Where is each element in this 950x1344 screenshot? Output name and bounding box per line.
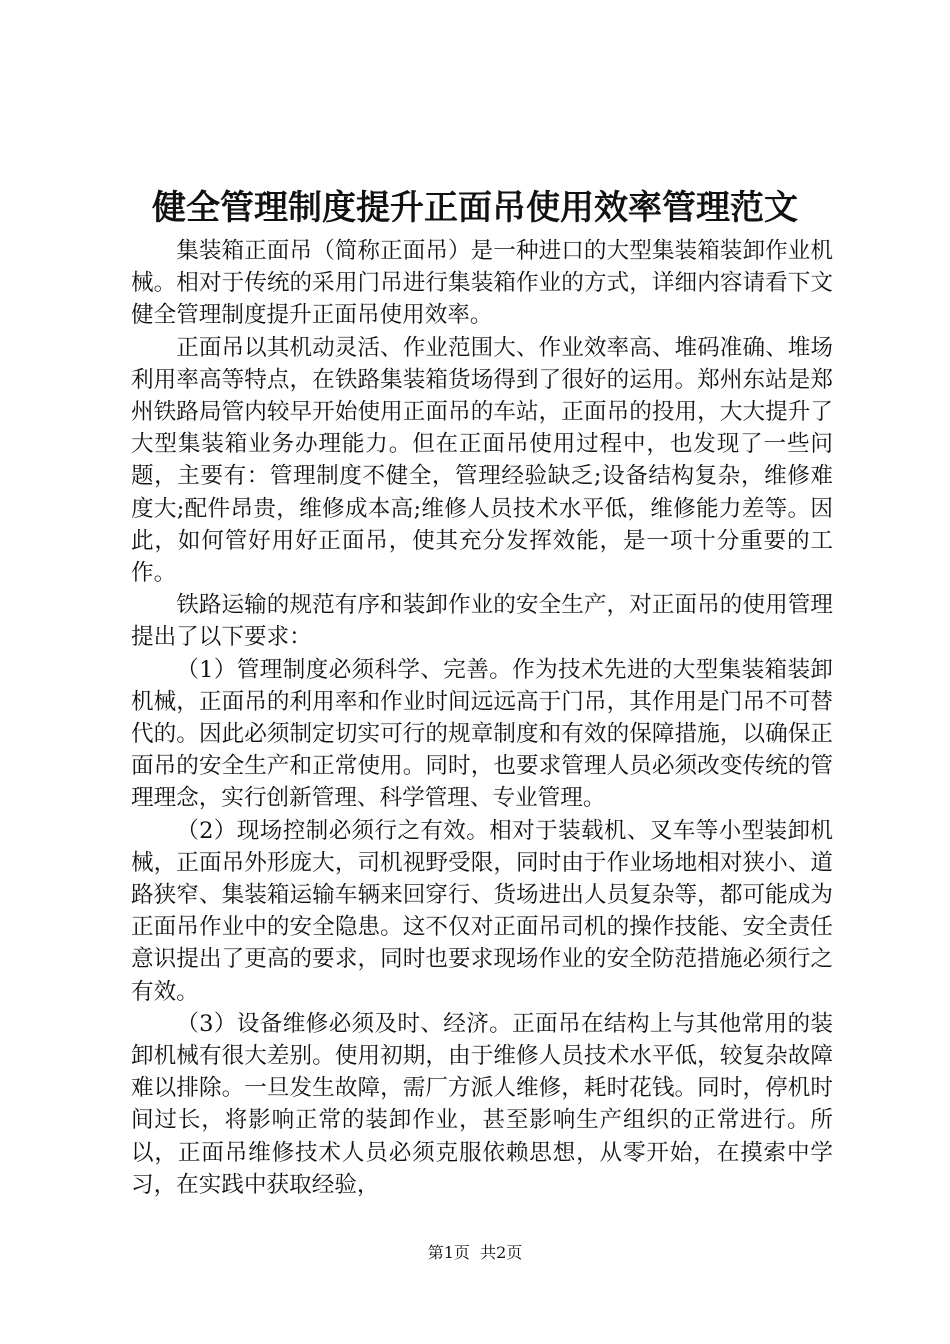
paragraph: 集装箱正面吊（简称正面吊）是一种进口的大型集装箱装卸作业机械。相对于传统的采用门吊进行集装箱作业的方式，详细内容请看下文健全管理制度提升正面吊使用效率。 <box>131 238 833 329</box>
document-title: 健全管理制度提升正面吊使用效率管理范文 <box>152 188 798 228</box>
paragraph: （2）现场控制必须行之有效。相对于装载机、叉车等小型装卸机械，正面吊外形庞大，司机视野受限，同时由于作业场地相对狭小、道路狭窄、集装箱运输车辆来回穿行、货场进出人员复杂等，都可能成为正面吊作业中的安全隐患。这不仅对正面吊司机的操作技能、安全责任意识提出了更高的要求，同时也要求现场作业的安全防范措施必须行之有效。 <box>131 817 833 1005</box>
paragraph: （1）管理制度必须科学、完善。作为技术先进的大型集装箱装卸机械，正面吊的利用率和作业时间远远高于门吊，其作用是门吊不可替代的。因此必须制定切实可行的规章制度和有效的保障措施，以确保正面吊的安全生产和正常使用。同时，也要求管理人员必须改变传统的管理理念，实行创新管理、科学管理、专业管理。 <box>131 656 833 812</box>
paragraph: （3）设备维修必须及时、经济。正面吊在结构上与其他常用的装卸机械有很大差别。使用初期，由于维修人员技术水平低，较复杂故障难以排除。一旦发生故障，需厂方派人维修，耗时花钱。同时，停机时间过长，将影响正常的装卸作业，甚至影响生产组织的正常进行。所以，正面吊维修技术人员必须克服依赖思想，从零开始，在摸索中学习，在实践中获取经验， <box>131 1010 833 1198</box>
page-footer: 第1页 共2页 <box>427 1243 523 1262</box>
paragraph: 铁路运输的规范有序和装卸作业的安全生产，对正面吊的使用管理提出了以下要求： <box>131 592 833 651</box>
paragraph: 正面吊以其机动灵活、作业范围大、作业效率高、堆码准确、堆场利用率高等特点，在铁路集装箱货场得到了很好的运用。郑州东站是郑州铁路局管内较早开始使用正面吊的车站，正面吊的投用，大大提升了大型集装箱业务办理能力。但在正面吊使用过程中，也发现了一些问题，主要有：管理制度不健全，管理经验缺乏;设备结构复杂，维修难度大;配件昂贵，维修成本高;维修人员技术水平低，维修能力差等。因此，如何管好用好正面吊，使其充分发挥效能，是一项十分重要的工作。 <box>131 334 833 587</box>
document-body <box>131 235 833 1201</box>
